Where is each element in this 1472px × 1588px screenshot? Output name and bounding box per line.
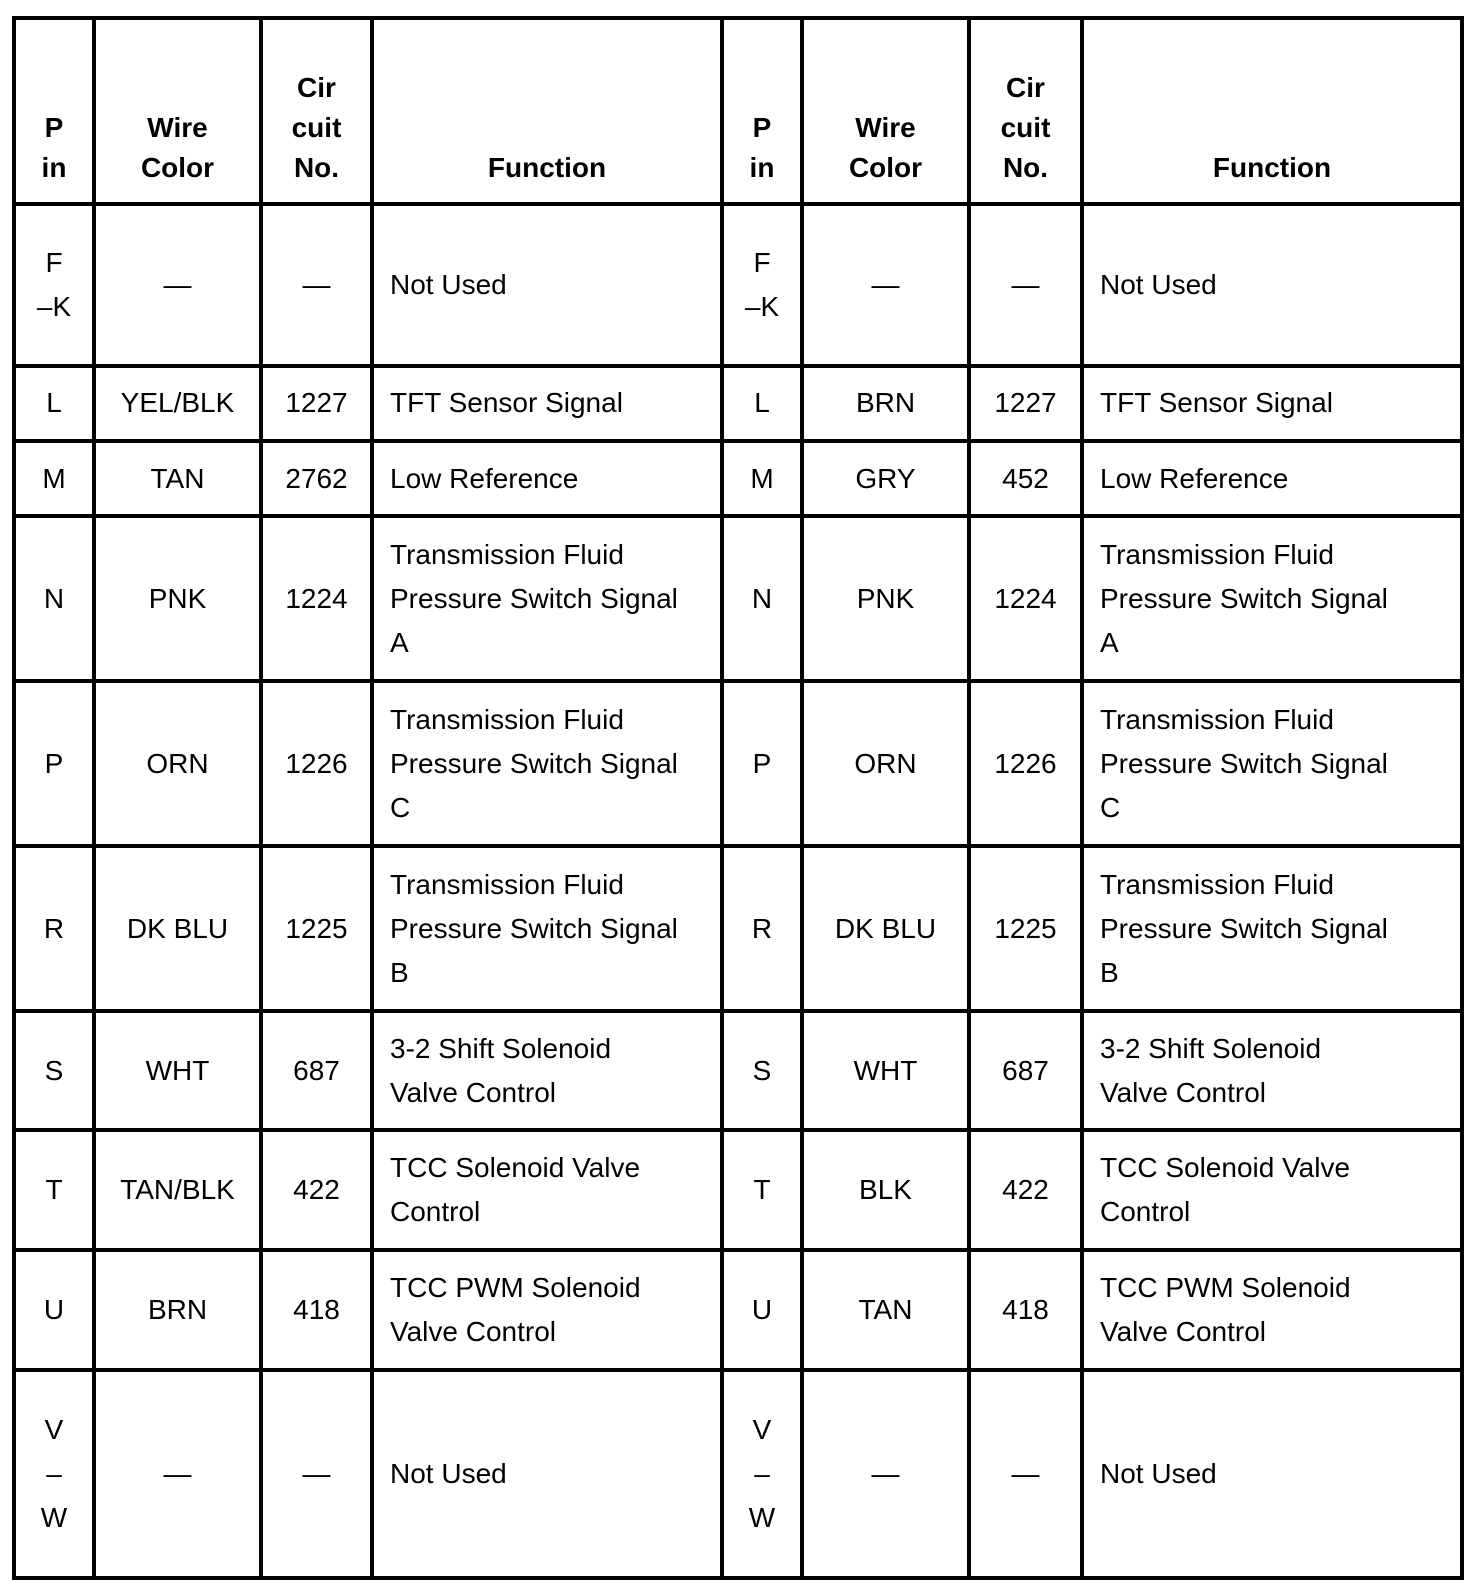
table-row	[14, 1130, 1462, 1250]
function-cell	[372, 681, 722, 846]
cell-text-line: Low Reference	[1100, 462, 1289, 494]
pin-cell	[722, 681, 802, 846]
cell-text-line: 687	[293, 1054, 340, 1086]
cell-text-line: TCC PWM Solenoid	[1100, 1272, 1351, 1304]
pin-cell	[14, 1011, 94, 1130]
table-row	[14, 1011, 1462, 1130]
circuit-no-cell	[969, 846, 1082, 1011]
header-pin-right	[722, 18, 802, 204]
function-cell	[372, 1370, 722, 1578]
cell-text-line: Function	[1212, 152, 1332, 183]
cell-text-line: DK BLU	[126, 912, 229, 944]
function-cell	[1082, 1011, 1462, 1130]
function-cell	[1082, 204, 1462, 366]
cell-text-line: Wire	[147, 112, 208, 143]
wire-color-cell	[802, 1130, 969, 1250]
cell-text-line: N	[751, 582, 773, 614]
cell-text-line: P	[44, 112, 64, 143]
wire-color-cell	[94, 681, 261, 846]
cell-text-line: 418	[1002, 1294, 1049, 1326]
wire-color-cell	[802, 441, 969, 516]
circuit-no-cell	[261, 516, 372, 681]
table-row	[14, 1250, 1462, 1370]
cell-text-line: L	[754, 387, 770, 419]
circuit-no-cell	[261, 441, 372, 516]
cell-text-line: Pressure Switch Signal	[390, 912, 678, 944]
pinout-table	[12, 16, 1464, 1580]
cell-text-line: ORN	[854, 747, 917, 779]
cell-text-line: F	[45, 246, 63, 278]
cell-text-line: M	[750, 462, 774, 494]
cell-text-line: F	[753, 246, 771, 278]
cell-text-line: —	[871, 268, 900, 300]
wire-color-cell	[802, 1011, 969, 1130]
cell-text-line: –	[754, 1458, 770, 1490]
pin-cell	[14, 1250, 94, 1370]
table-row	[14, 1370, 1462, 1578]
cell-text-line: Not Used	[390, 268, 507, 300]
pin-cell	[722, 1130, 802, 1250]
cell-text-line: Wire	[855, 112, 916, 143]
wire-color-cell	[94, 366, 261, 441]
function-cell	[372, 516, 722, 681]
function-cell	[372, 366, 722, 441]
cell-text-line: P	[752, 747, 772, 779]
cell-text-line: T	[753, 1174, 771, 1206]
cell-text-line: 1224	[285, 582, 348, 614]
cell-text-line: Pressure Switch Signal	[390, 747, 678, 779]
circuit-no-cell	[261, 366, 372, 441]
cell-text-line: Cir	[297, 72, 336, 103]
cell-text-line: TAN/BLK	[120, 1174, 235, 1206]
cell-text-line: TFT Sensor Signal	[390, 387, 623, 419]
cell-text-line: Function	[487, 152, 607, 183]
wire-color-cell	[802, 846, 969, 1011]
cell-text-line: No.	[1002, 152, 1049, 183]
wire-color-cell	[94, 516, 261, 681]
cell-text-line: —	[302, 1458, 331, 1490]
header-circuit-no-left	[261, 18, 372, 204]
circuit-no-cell	[969, 441, 1082, 516]
pin-cell	[722, 1011, 802, 1130]
wire-color-cell	[802, 1250, 969, 1370]
cell-text-line: Color	[140, 152, 215, 183]
cell-text-line: 2762	[285, 462, 348, 494]
cell-text-line: No.	[293, 152, 340, 183]
cell-text-line: 1226	[285, 747, 348, 779]
cell-text-line: Control	[1100, 1196, 1191, 1228]
wire-color-cell	[94, 204, 261, 366]
cell-text-line: 1227	[994, 387, 1057, 419]
function-cell	[1082, 1250, 1462, 1370]
cell-text-line: 422	[1002, 1174, 1049, 1206]
cell-text-line: PNK	[856, 582, 915, 614]
cell-text-line: Valve Control	[390, 1316, 557, 1348]
cell-text-line: TCC Solenoid Valve	[390, 1152, 641, 1184]
cell-text-line: Pressure Switch Signal	[1100, 582, 1388, 614]
cell-text-line: S	[752, 1054, 772, 1086]
cell-text-line: –K	[744, 290, 780, 322]
circuit-no-cell	[261, 1250, 372, 1370]
wire-color-cell	[94, 1130, 261, 1250]
cell-text-line: —	[1011, 1458, 1040, 1490]
cell-text-line: –K	[36, 290, 72, 322]
cell-text-line: Pressure Switch Signal	[1100, 912, 1388, 944]
cell-text-line: 687	[1002, 1054, 1049, 1086]
cell-text-line: —	[163, 268, 192, 300]
cell-text-line: P	[752, 112, 772, 143]
cell-text-line: ORN	[146, 747, 209, 779]
cell-text-line: Transmission Fluid	[390, 703, 624, 735]
wire-color-cell	[802, 204, 969, 366]
function-cell	[372, 1011, 722, 1130]
pin-cell	[722, 1370, 802, 1578]
circuit-no-cell	[261, 1130, 372, 1250]
cell-text-line: Valve Control	[1100, 1316, 1267, 1348]
header-wire-color-right	[802, 18, 969, 204]
circuit-no-cell	[261, 1370, 372, 1578]
header-wire-color-left	[94, 18, 261, 204]
cell-text-line: Color	[848, 152, 923, 183]
circuit-no-cell	[969, 1370, 1082, 1578]
cell-text-line: BLK	[859, 1174, 912, 1206]
cell-text-line: TAN	[858, 1294, 913, 1326]
cell-text-line: TCC PWM Solenoid	[390, 1272, 641, 1304]
cell-text-line: 1225	[994, 912, 1057, 944]
circuit-no-cell	[261, 681, 372, 846]
pin-cell	[722, 516, 802, 681]
cell-text-line: B	[390, 956, 409, 988]
circuit-no-cell	[969, 516, 1082, 681]
function-cell	[1082, 366, 1462, 441]
cell-text-line: Not Used	[1100, 1458, 1217, 1490]
table-row	[14, 516, 1462, 681]
cell-text-line: Pressure Switch Signal	[1100, 747, 1388, 779]
header-row	[14, 18, 1462, 204]
pin-cell	[722, 1250, 802, 1370]
function-cell	[1082, 1370, 1462, 1578]
circuit-no-cell	[969, 1250, 1082, 1370]
cell-text-line: U	[751, 1294, 773, 1326]
cell-text-line: —	[302, 268, 331, 300]
pin-cell	[14, 366, 94, 441]
cell-text-line: Control	[390, 1196, 481, 1228]
cell-text-line: S	[44, 1054, 64, 1086]
pin-cell	[722, 441, 802, 516]
circuit-no-cell	[969, 204, 1082, 366]
cell-text-line: Valve Control	[390, 1076, 557, 1108]
cell-text-line: R	[43, 912, 65, 944]
cell-text-line: 422	[293, 1174, 340, 1206]
header-function-left	[372, 18, 722, 204]
circuit-no-cell	[969, 1130, 1082, 1250]
wire-color-cell	[802, 366, 969, 441]
header-pin-left	[14, 18, 94, 204]
pin-cell	[14, 1130, 94, 1250]
wire-color-cell	[802, 681, 969, 846]
pin-cell	[722, 366, 802, 441]
function-cell	[1082, 846, 1462, 1011]
table-row	[14, 204, 1462, 366]
function-cell	[372, 204, 722, 366]
cell-text-line: TFT Sensor Signal	[1100, 387, 1333, 419]
cell-text-line: TCC Solenoid Valve	[1100, 1152, 1351, 1184]
wire-color-cell	[802, 1370, 969, 1578]
cell-text-line: 1225	[285, 912, 348, 944]
table-row	[14, 846, 1462, 1011]
cell-text-line: 1226	[994, 747, 1057, 779]
cell-text-line: Transmission Fluid	[1100, 868, 1334, 900]
cell-text-line: Valve Control	[1100, 1076, 1267, 1108]
pin-cell	[14, 681, 94, 846]
table-row	[14, 441, 1462, 516]
cell-text-line: V	[44, 1414, 64, 1446]
circuit-no-cell	[969, 681, 1082, 846]
wire-color-cell	[94, 1370, 261, 1578]
cell-text-line: TAN	[150, 462, 205, 494]
wire-color-cell	[94, 441, 261, 516]
cell-text-line: in	[749, 152, 775, 183]
wire-color-cell	[802, 516, 969, 681]
cell-text-line: 418	[293, 1294, 340, 1326]
circuit-no-cell	[261, 846, 372, 1011]
cell-text-line: cuit	[1000, 112, 1051, 143]
cell-text-line: Transmission Fluid	[1100, 703, 1334, 735]
cell-text-line: —	[871, 1458, 900, 1490]
cell-text-line: A	[1100, 626, 1119, 658]
cell-text-line: in	[41, 152, 67, 183]
cell-text-line: W	[40, 1502, 68, 1534]
cell-text-line: Cir	[1006, 72, 1045, 103]
wire-color-cell	[94, 846, 261, 1011]
cell-text-line: 1227	[285, 387, 348, 419]
cell-text-line: B	[1100, 956, 1119, 988]
cell-text-line: T	[45, 1174, 63, 1206]
cell-text-line: —	[1011, 268, 1040, 300]
cell-text-line: WHT	[853, 1054, 918, 1086]
cell-text-line: BRN	[855, 387, 916, 419]
function-cell	[372, 1250, 722, 1370]
cell-text-line: BRN	[147, 1294, 208, 1326]
cell-text-line: U	[43, 1294, 65, 1326]
table-row	[14, 681, 1462, 846]
cell-text-line: Transmission Fluid	[390, 538, 624, 570]
circuit-no-cell	[969, 1011, 1082, 1130]
cell-text-line: Not Used	[1100, 268, 1217, 300]
cell-text-line: C	[1100, 791, 1121, 823]
cell-text-line: Pressure Switch Signal	[390, 582, 678, 614]
circuit-no-cell	[969, 366, 1082, 441]
circuit-no-cell	[261, 1011, 372, 1130]
cell-text-line: DK BLU	[834, 912, 937, 944]
cell-text-line: WHT	[145, 1054, 210, 1086]
cell-text-line: C	[390, 791, 411, 823]
cell-text-line: –	[46, 1458, 62, 1490]
pin-cell	[14, 441, 94, 516]
wire-color-cell	[94, 1011, 261, 1130]
cell-text-line: cuit	[291, 112, 342, 143]
pin-cell	[14, 516, 94, 681]
header-circuit-no-right	[969, 18, 1082, 204]
cell-text-line: R	[751, 912, 773, 944]
cell-text-line: N	[43, 582, 65, 614]
cell-text-line: Transmission Fluid	[390, 868, 624, 900]
pin-cell	[14, 204, 94, 366]
cell-text-line: L	[46, 387, 62, 419]
pin-cell	[14, 846, 94, 1011]
function-cell	[1082, 441, 1462, 516]
cell-text-line: YEL/BLK	[120, 387, 235, 419]
cell-text-line: 452	[1002, 462, 1049, 494]
cell-text-line: V	[752, 1414, 772, 1446]
cell-text-line: 3-2 Shift Solenoid	[1100, 1032, 1322, 1064]
pin-cell	[722, 846, 802, 1011]
function-cell	[1082, 681, 1462, 846]
cell-text-line: P	[44, 747, 64, 779]
pin-cell	[14, 1370, 94, 1578]
cell-text-line: Transmission Fluid	[1100, 538, 1334, 570]
function-cell	[1082, 516, 1462, 681]
cell-text-line: A	[390, 626, 409, 658]
header-function-right	[1082, 18, 1462, 204]
function-cell	[1082, 1130, 1462, 1250]
function-cell	[372, 441, 722, 516]
cell-text-line: GRY	[855, 462, 916, 494]
cell-text-line: M	[42, 462, 66, 494]
pin-cell	[722, 204, 802, 366]
cell-text-line: 3-2 Shift Solenoid	[390, 1032, 612, 1064]
table-row	[14, 366, 1462, 441]
cell-text-line: W	[748, 1502, 776, 1534]
wire-color-cell	[94, 1250, 261, 1370]
cell-text-line: Low Reference	[390, 462, 579, 494]
cell-text-line: —	[163, 1458, 192, 1490]
circuit-no-cell	[261, 204, 372, 366]
function-cell	[372, 846, 722, 1011]
function-cell	[372, 1130, 722, 1250]
cell-text-line: 1224	[994, 582, 1057, 614]
cell-text-line: Not Used	[390, 1458, 507, 1490]
cell-text-line: PNK	[148, 582, 207, 614]
